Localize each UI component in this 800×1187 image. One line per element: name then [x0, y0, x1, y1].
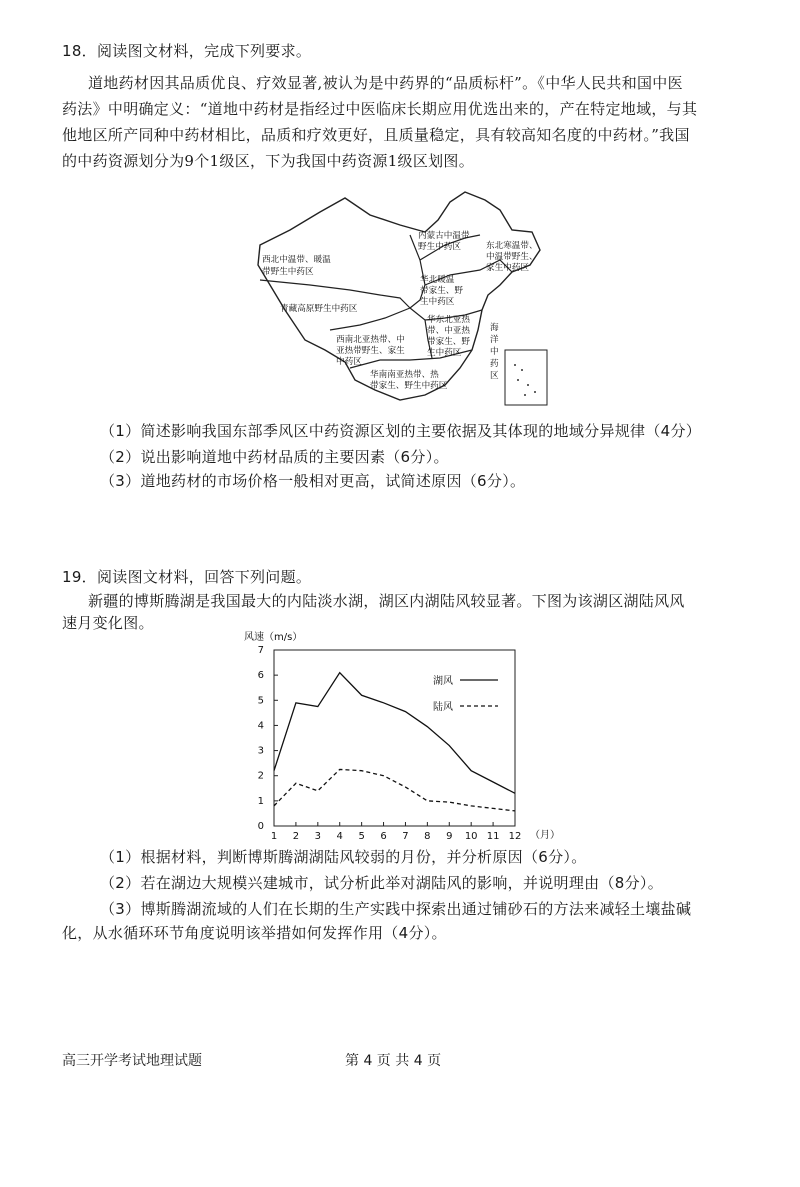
map-label: 华南南亚热带、热: [370, 370, 439, 380]
map-label: 青藏高原野生中药区: [280, 304, 358, 314]
map-label: 内蒙古中温带: [418, 231, 470, 241]
q18-title: 18．阅读图文材料，完成下列要求。: [62, 42, 312, 60]
map-label: 带野生中药区: [262, 267, 314, 277]
map-label: 西北中温带、暖温: [262, 255, 331, 265]
legend-label: 陆风: [433, 702, 453, 713]
q19-sub-2: （2）若在湖边大规模兴建城市，试分析此举对湖陆风的影响，并说明理由（8分）。: [100, 874, 663, 892]
x-tick-label: 5: [358, 831, 365, 842]
plot-frame: [274, 650, 515, 826]
map-svg: [250, 190, 555, 412]
y-tick-label: 7: [257, 645, 264, 656]
map-label: 华北暖温: [420, 275, 455, 285]
q19-para-line-2: 速月变化图。: [62, 614, 154, 632]
y-tick-label: 0: [257, 821, 264, 832]
map-label: 东北寒温带、: [486, 241, 538, 251]
q19-sub-3b: 化，从水循环环节角度说明该举措如何发挥作用（4分）。: [62, 924, 447, 942]
x-tick-label: 1: [270, 831, 278, 842]
map-label: 洋: [490, 335, 499, 345]
q18-para-line-2: 药法》中明确定义：“道地中药材是指经过中医临床长期应用优选出来的，产在特定地域，与其: [62, 100, 698, 118]
y-axis-label: 风速（m/s）: [244, 632, 303, 643]
x-tick-label: 7: [402, 831, 409, 842]
q18-para-line-1: 道地药材因其品质优良、疗效显著,被认为是中药界的“品质标杆”。《中华人民共和国中医: [88, 74, 683, 92]
south-china-sea-inset: [505, 350, 547, 405]
x-tick-label: 4: [336, 831, 343, 842]
map-label: 海: [490, 323, 499, 333]
q18-sub-1: （1）简述影响我国东部季风区中药资源区划的主要依据及其体现的地域分异规律（4分）: [100, 422, 702, 440]
y-tick-label: 3: [257, 745, 264, 757]
chart-svg: [240, 628, 570, 848]
map-label: 中温带野生、: [486, 252, 538, 262]
map-label: 中: [490, 347, 499, 357]
footer-exam-title: 高三开学考试地理试题: [62, 1053, 202, 1069]
map-label: 中药区: [336, 357, 362, 367]
china-medicinal-resource-map: [250, 190, 555, 412]
q18-para-line-4: 的中药资源划分为9个1级区，下为我国中药资源1级区划图。: [62, 152, 475, 170]
map-label: 生中药区: [427, 348, 462, 358]
map-label: 生中药区: [420, 297, 455, 307]
series-line-land-breeze: [274, 769, 515, 810]
q18-sub-2: （2）说出影响道地中药材品质的主要因素（6分）。: [100, 448, 449, 466]
y-tick-label: 1: [257, 795, 264, 807]
q19-para-line-1: 新疆的博斯腾湖是我国最大的内陆淡水湖，湖区内湖陆风较显著。下图为该湖区湖陆风风: [88, 592, 685, 610]
q18-para-line-3: 他地区所产同种中药材相比，品质和疗效更好，且质量稳定，具有较高知名度的中药材。”我国: [62, 126, 690, 144]
legend-label: 湖风: [433, 676, 453, 687]
footer-page-number: 第 4 页 共 4 页: [345, 1053, 442, 1069]
inset-islands: [514, 364, 536, 396]
x-tick-label: 6: [380, 831, 387, 842]
y-tick-label: 2: [257, 770, 264, 782]
q19-sub-1: （1）根据材料，判断博斯腾湖湖陆风较弱的月份，并分析原因（6分）。: [100, 848, 587, 866]
map-label: 华东北亚热: [427, 315, 470, 325]
q19-title: 19．阅读图文材料，回答下列问题。: [62, 568, 312, 586]
y-tick-label: 4: [257, 720, 264, 732]
map-label: 带、中亚热: [427, 326, 470, 336]
x-tick-label: 8: [424, 831, 431, 842]
x-tick-label: 11: [486, 831, 500, 842]
x-tick-label: 3: [314, 831, 322, 842]
map-label: 区: [490, 371, 499, 381]
map-label: 带家生、野生中药区: [370, 381, 448, 391]
q19-sub-3a: （3）博斯腾湖流域的人们在长期的生产实践中探索出通过铺砂石的方法来减轻土壤盐碱: [100, 900, 692, 918]
y-tick-label: 5: [257, 695, 264, 707]
y-tick-label: 6: [257, 670, 264, 682]
map-label: 家生中药区: [486, 263, 529, 273]
x-tick-label: 12: [508, 831, 522, 842]
plot-area: [258, 645, 522, 842]
x-tick-label: 9: [446, 831, 453, 842]
x-axis-label: （月）: [530, 830, 560, 841]
map-label: 亚热带野生、家生: [336, 346, 405, 356]
wind-speed-chart: [240, 628, 570, 848]
series-line-lake-breeze: [274, 673, 515, 794]
map-label: 西南北亚热带、中: [336, 335, 405, 345]
x-tick-label: 2: [292, 831, 300, 842]
map-label: 带家生、野: [420, 286, 463, 296]
map-label: 野生中药区: [418, 242, 461, 252]
q18-sub-3: （3）道地药材的市场价格一般相对更高，试简述原因（6分）。: [100, 472, 526, 490]
map-label: 带家生、野: [427, 337, 470, 347]
x-tick-label: 10: [464, 831, 478, 842]
map-label: 药: [490, 359, 499, 369]
